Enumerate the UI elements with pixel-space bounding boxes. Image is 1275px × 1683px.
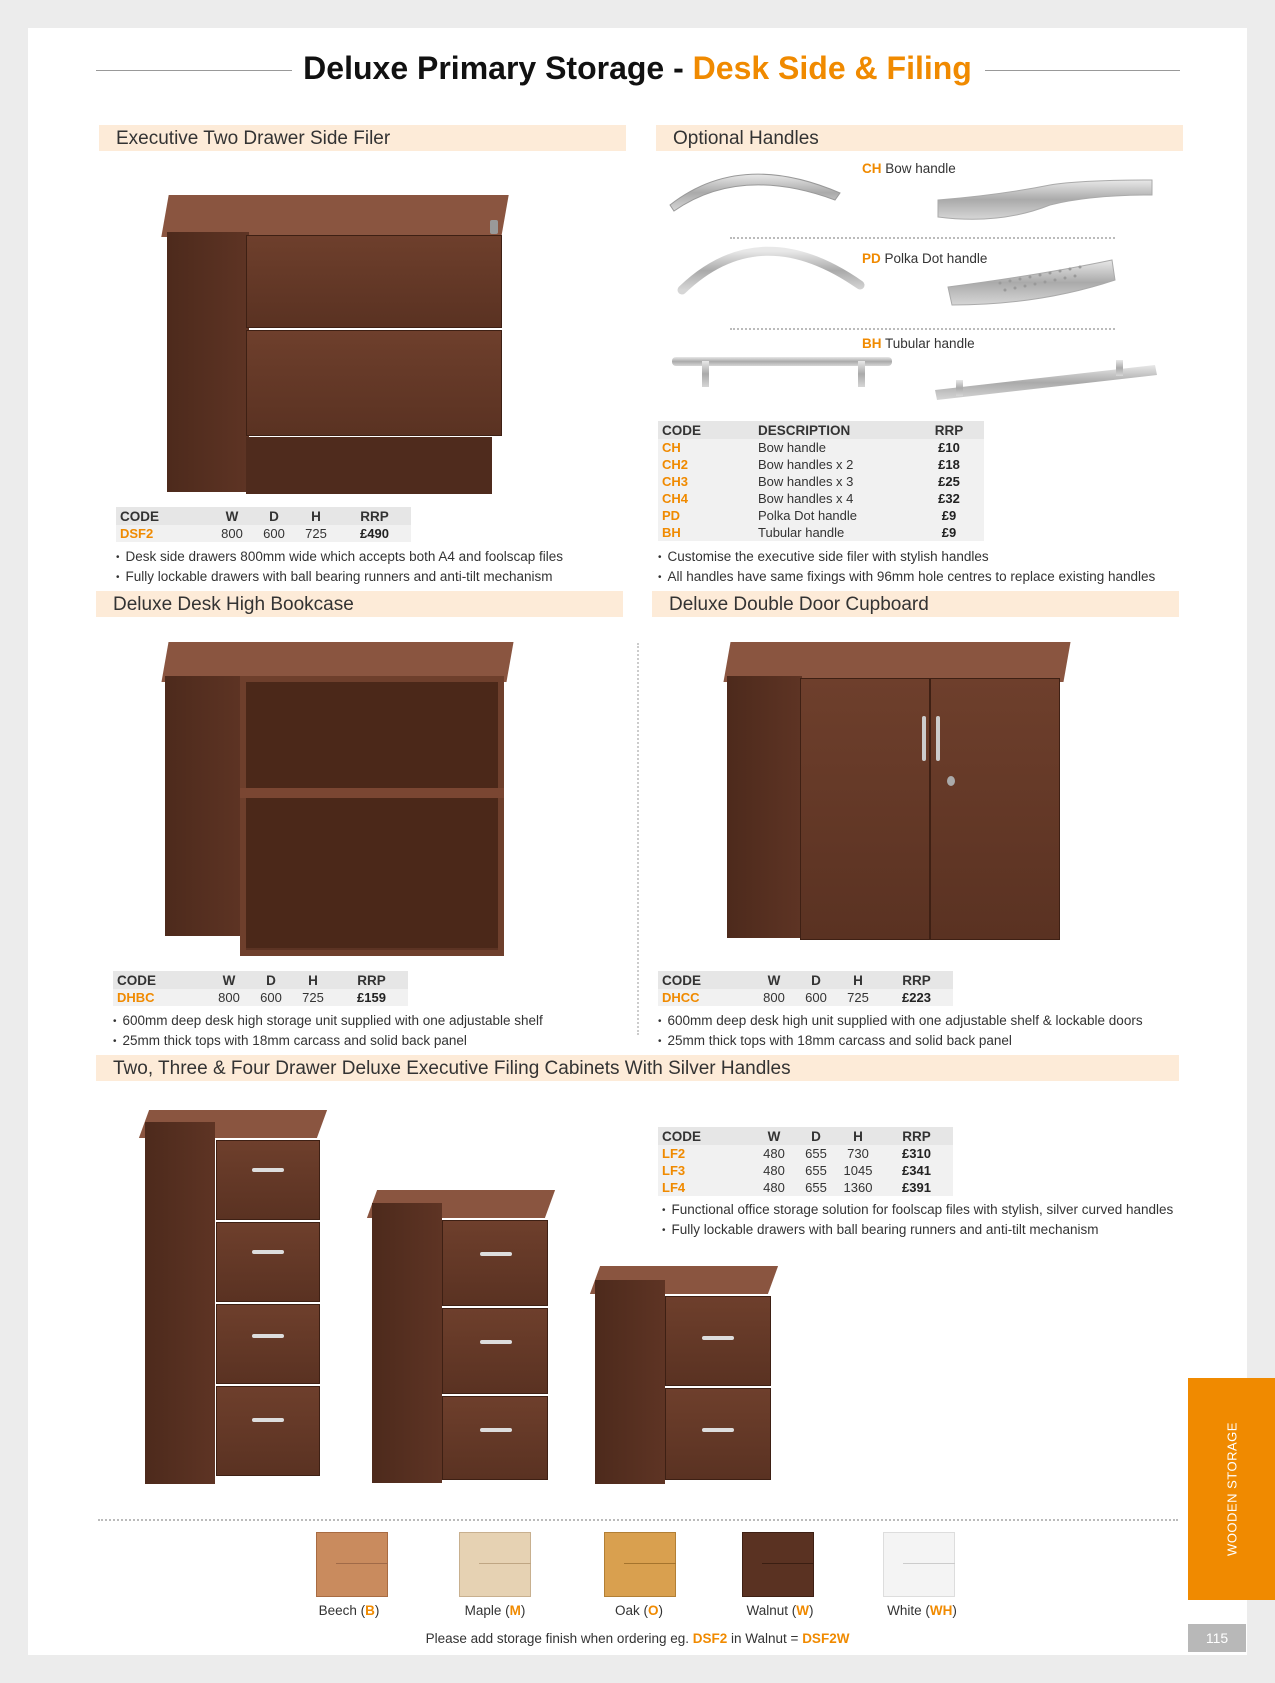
handles-bullets <box>658 548 1155 588</box>
handles-table <box>658 421 984 541</box>
cell-d: 600 <box>254 525 294 542</box>
cell-w: 800 <box>210 525 254 542</box>
cupboard-table: CODE W D H RRP DHCC 800 600 725 £223 <box>658 971 953 1006</box>
section-bookcase: Deluxe Desk High Bookcase <box>96 591 623 617</box>
side-filer-bullets <box>116 548 563 588</box>
handle-label-bh: BH Tubular handle <box>862 336 975 351</box>
handles-image <box>660 155 1180 415</box>
cell-h: 725 <box>294 525 338 542</box>
list-item: • 25mm thick tops with 18mm carcass and solid back panel <box>658 1032 1143 1052</box>
table-row: BH Tubular handle £9 <box>658 524 984 541</box>
filing-table: CODE W D H RRP LF2 480 655 730 £310 LF3 480 655 1045 £341 LF4 480 655 1360 £391 <box>658 1127 953 1196</box>
cell-code: DSF2 <box>116 525 210 542</box>
list-item: • 600mm deep desk high storage unit supplied with one adjustable shelf <box>113 1012 543 1032</box>
table-row: CH3 Bow handles x 3 £25 <box>658 473 984 490</box>
divider-vertical <box>637 643 639 1035</box>
th-d: D <box>254 507 294 525</box>
handle-label-ch: CH Bow handle <box>862 161 956 176</box>
th-rrp: RRP <box>338 507 411 525</box>
th-code: CODE <box>116 507 210 525</box>
th-code: CODE <box>658 421 754 439</box>
bookcase-image <box>160 636 520 961</box>
swatch-oak <box>604 1532 676 1597</box>
divider-dotted <box>98 1519 1178 1521</box>
finish-label-oak: Oak (O) <box>614 1603 664 1618</box>
swatch-beech <box>316 1532 388 1597</box>
page-title <box>0 50 1275 87</box>
list-item: • All handles have same fixings with 96mm hole centres to replace existing handles <box>658 568 1155 588</box>
bookcase-bullets <box>113 1012 543 1052</box>
swatch-walnut <box>742 1532 814 1597</box>
finish-label-white: White (WH) <box>887 1603 957 1618</box>
table-row: CH2 Bow handles x 2 £18 <box>658 456 984 473</box>
section-side-filer: Executive Two Drawer Side Filer <box>99 125 626 151</box>
list-item: • 600mm deep desk high unit supplied with one adjustable shelf & lockable doors <box>658 1012 1143 1032</box>
side-tab-label: WOODEN STORAGE <box>1224 1422 1239 1556</box>
finish-label-walnut: Walnut (W) <box>746 1603 814 1618</box>
bookcase-table: CODE W D H RRP DHBC 800 600 725 £159 <box>113 971 408 1006</box>
list-item: • Desk side drawers 800mm wide which accepts both A4 and foolscap files <box>116 548 563 568</box>
table-row: PD Polka Dot handle £9 <box>658 507 984 524</box>
list-item: • Customise the executive side filer with stylish handles <box>658 548 1155 568</box>
section-cupboard: Deluxe Double Door Cupboard <box>652 591 1179 617</box>
table-row: LF2 480 655 730 £310 <box>658 1145 953 1162</box>
th-description: DESCRIPTION <box>754 421 914 439</box>
list-item: • Fully lockable drawers with ball bearing runners and anti-tilt mechanism <box>662 1221 1173 1241</box>
filing-bullets <box>662 1201 1173 1241</box>
cupboard-image <box>722 636 1072 961</box>
title-part2: Desk Side & Filing <box>692 50 972 86</box>
th-w: W <box>210 507 254 525</box>
list-item: • Fully lockable drawers with ball bearing runners and anti-tilt mechanism <box>116 568 563 588</box>
finish-label-beech: Beech (B) <box>318 1603 380 1618</box>
divider-dotted <box>730 328 1115 330</box>
table-row <box>116 525 411 542</box>
side-filer-table <box>116 507 411 542</box>
title-part1: Deluxe Primary Storage - <box>303 50 693 86</box>
side-tab <box>1188 1378 1275 1600</box>
ordering-note: Please add storage finish when ordering eg. DSF2 in Walnut = DSF2W <box>425 1631 850 1646</box>
table-row: CH4 Bow handles x 4 £32 <box>658 490 984 507</box>
handle-label-pd: PD Polka Dot handle <box>862 251 988 266</box>
table-row: DHBC 800 600 725 £159 <box>113 989 408 1006</box>
cupboard-bullets <box>658 1012 1143 1052</box>
side-filer-image <box>160 190 510 500</box>
section-filing: Two, Three & Four Drawer Deluxe Executive Filing Cabinets With Silver Handles <box>96 1055 1179 1081</box>
th-h: H <box>294 507 338 525</box>
page-number: 115 <box>1188 1624 1246 1652</box>
swatch-white <box>883 1532 955 1597</box>
table-row: LF3 480 655 1045 £341 <box>658 1162 953 1179</box>
th-rrp: RRP <box>914 421 984 439</box>
list-item: • Functional office storage solution for foolscap files with stylish, silver curved handles <box>662 1201 1173 1221</box>
table-row: DHCC 800 600 725 £223 <box>658 989 953 1006</box>
swatch-maple <box>459 1532 531 1597</box>
divider-dotted <box>730 237 1115 239</box>
section-handles: Optional Handles <box>656 125 1183 151</box>
table-row: CH Bow handle £10 <box>658 439 984 456</box>
cell-rrp: £490 <box>338 525 411 542</box>
list-item: • 25mm thick tops with 18mm carcass and solid back panel <box>113 1032 543 1052</box>
finish-label-maple: Maple (M) <box>464 1603 526 1618</box>
table-row: LF4 480 655 1360 £391 <box>658 1179 953 1196</box>
